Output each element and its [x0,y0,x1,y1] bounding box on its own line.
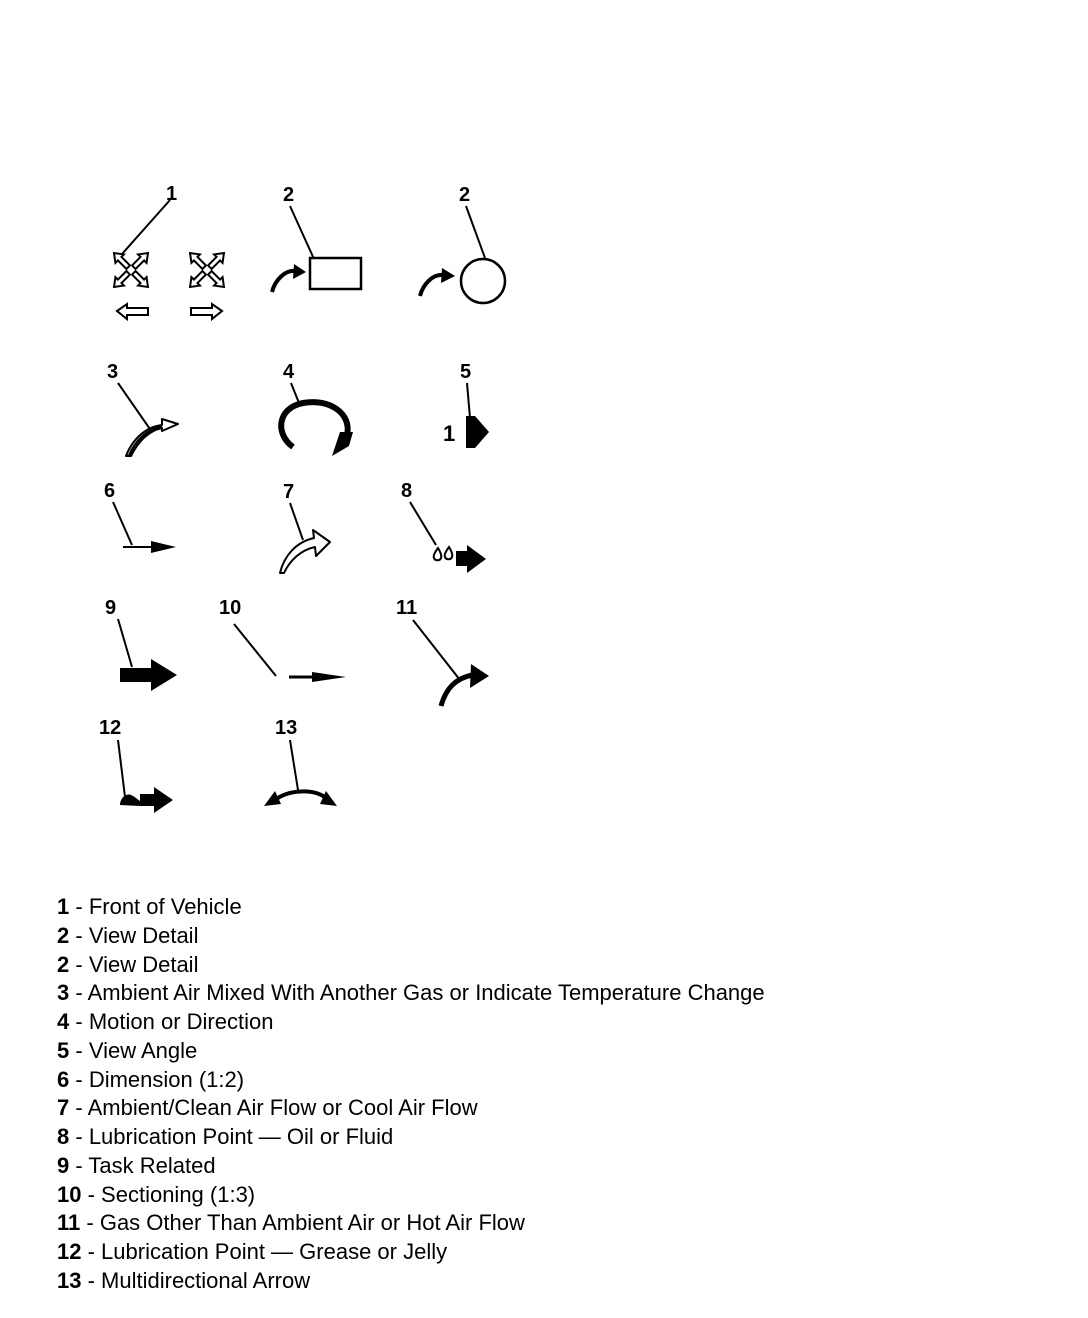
legend-separator: - [69,1124,89,1149]
clean-air-arrow-icon [280,530,330,573]
symbol-multidirectional-arrow [264,717,337,806]
callout-7: 7 [283,481,295,503]
callout-11: 11 [396,597,418,619]
multidirectional-arc-icon [275,791,326,800]
legend-item [57,1181,765,1210]
mixed-air-arrow-icon [126,419,178,456]
legend-separator: - [69,1037,89,1063]
legend-number: 4 [57,1009,70,1034]
symbol-dimension [104,480,176,553]
legend-item [57,893,765,922]
callout-12: 12 [99,717,122,739]
symbol-front-of-vehicle [110,183,228,319]
arc-right-head-icon [320,791,337,806]
legend-label: Multidirectional Arrow [101,1267,311,1293]
legend-separator: - [69,922,89,948]
legend-label: Sectioning (1:3) [101,1181,256,1207]
leader-line-9 [118,619,132,667]
symbol-lubrication-oil [401,480,486,573]
legend-number: 6 [57,1066,70,1092]
legend-item [57,1238,765,1267]
callout-10: 10 [219,597,242,619]
symbol-view-angle [443,361,489,448]
grease-arrow-icon [140,787,173,813]
legend-number: 12 [57,1239,82,1264]
legend-item [57,922,765,951]
leader-line-1 [122,200,170,254]
callout-2b: 2 [459,184,471,206]
legend-label: Gas Other Than Ambient Air or Hot Air Flow [99,1210,525,1236]
callout-9: 9 [105,597,117,619]
arrow-cross-right-icon [186,249,228,291]
legend-item [57,1037,765,1066]
grease-blob-icon [120,795,140,806]
leader-line-2b [466,206,485,258]
view-angle-number: 1 [443,421,456,446]
legend-label: View Detail [88,951,199,977]
leader-line-7 [290,503,303,540]
legend-number: 2 [57,922,70,948]
legend-separator: - [69,1066,89,1092]
task-arrow-icon [120,659,177,691]
legend-number: 10 [57,1181,82,1207]
legend-separator: - [69,1095,88,1121]
legend-item [57,1123,765,1152]
leader-line-11 [413,620,460,680]
callout-3: 3 [107,361,119,383]
dimension-arrow-head-icon [151,541,176,553]
oil-flow-arrow-icon [456,545,486,573]
legend-separator: - [69,894,89,919]
legend-number: 7 [57,1095,70,1121]
legend-separator: - [69,1009,89,1034]
legend-number: 8 [57,1124,70,1149]
leader-line-13 [290,740,298,790]
symbol-task-related [105,597,177,691]
symbol-view-detail-rectangle [272,184,361,292]
legend-item [57,979,765,1008]
legend-item [57,1209,765,1238]
legend-separator: - [80,1210,100,1236]
legend-number: 3 [57,980,70,1006]
legend-item [57,951,765,980]
legend-number: 9 [57,1152,70,1178]
symbol-ambient-air-mixed [107,361,178,456]
callout-13: 13 [275,717,298,739]
legend-label: Ambient/Clean Air Flow or Cool Air Flow [87,1095,478,1121]
leader-line-5 [467,383,470,418]
arrow-cross-left-icon [110,249,152,291]
legend-item [57,1008,765,1037]
leader-line-8 [410,502,436,545]
curved-arrow-head-icon [441,268,455,283]
legend-separator: - [81,1181,102,1207]
view-angle-arrow-icon [466,416,489,448]
legend-label: Ambient Air Mixed With Another Gas or Indicate Temperature Change [87,980,765,1006]
symbol-hot-air-flow [396,597,489,706]
legend-separator: - [69,1152,89,1178]
detail-rectangle-icon [310,258,361,289]
legend-separator: - [69,980,88,1006]
legend-item [57,1267,765,1296]
oil-drop-icon [434,548,442,560]
legend-label: View Angle [88,1037,198,1063]
legend-label: Lubrication Point — Grease or Jelly [101,1239,448,1264]
legend-number: 2 [57,951,70,977]
leader-line-4 [291,383,299,403]
legend-label: Dimension (1:2) [88,1066,245,1092]
oil-drop-icon [445,547,453,559]
symbol-sectioning [219,597,346,682]
hot-air-arrow-head-icon [470,664,489,688]
rotation-arrow-head-icon [332,432,353,456]
legend-item [57,1152,765,1181]
legend-number: 11 [57,1210,81,1236]
leader-line-10 [234,624,276,676]
leader-line-12 [118,740,125,797]
legend-list [57,893,765,1296]
legend-item [57,1094,765,1123]
arrow-right-outline-icon [191,304,222,319]
leader-line-2a [290,206,314,259]
detail-circle-icon [461,259,505,303]
curved-arrow-head-icon [293,264,306,279]
callout-4: 4 [283,361,295,383]
legend-label: Front of Vehicle [88,894,242,919]
symbol-motion-direction [281,361,353,456]
symbol-ambient-air-flow [280,481,330,573]
legend-label: Lubrication Point — Oil or Fluid [88,1124,394,1149]
legend-separator: - [81,1267,102,1293]
legend-number: 5 [57,1037,70,1063]
legend-label: Task Related [88,1152,216,1178]
curved-arrow-icon [272,271,295,292]
legend-label: View Detail [88,922,199,948]
callout-8: 8 [401,480,413,502]
legend-label: Motion or Direction [88,1009,274,1034]
legend-number: 13 [57,1267,82,1293]
leader-line-3 [118,383,152,432]
legend-number: 1 [57,894,70,919]
symbol-view-detail-circle [420,184,505,303]
legend-separator: - [81,1239,102,1264]
symbol-lubrication-grease [99,717,173,813]
curved-arrow-icon [420,275,443,296]
arrow-left-outline-icon [117,304,148,319]
callout-2a: 2 [283,184,295,206]
legend-separator: - [69,951,89,977]
section-arrow-head-icon [312,672,346,682]
callout-6: 6 [104,480,116,502]
callout-1: 1 [166,183,178,205]
leader-line-6 [113,502,132,545]
arc-left-head-icon [264,791,281,806]
legend-item [57,1066,765,1095]
hot-air-arrow-icon [441,675,473,706]
callout-5: 5 [460,361,472,383]
